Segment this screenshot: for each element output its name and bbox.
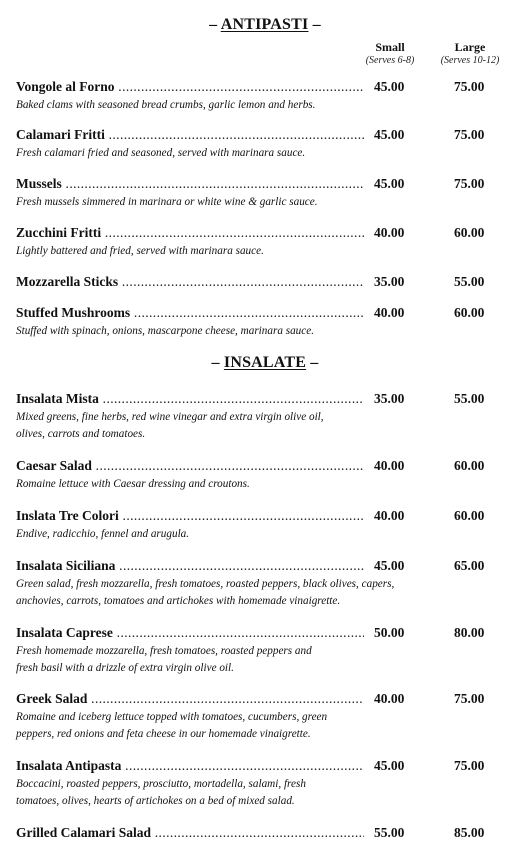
small-column-label: Small [375,40,405,54]
item-name: Grilled Calamari Salad ..... [16,824,364,842]
item-price-large: 75.00 [454,691,485,706]
item-price-large: 55.00 [454,391,485,406]
menu-item [16,175,506,211]
item-description: Boccacini, roasted peppers, prosciutto, mortadella, salami, fresh tomatoes, olives, hearts of artichokes on a bed of mixed salad. [16,778,306,807]
item-price-small: 45.00 [374,176,405,191]
item-price-large: 60.00 [454,225,485,240]
item-price-small: 40.00 [374,458,405,473]
menu-item [16,78,506,114]
insalate-heading-text: INSALATE [223,354,307,371]
item-price-large: 75.00 [454,79,485,94]
menu-item [16,390,506,442]
item-name: Zucchini Fritti ..... [16,224,364,242]
item-name: Calamari Fritti ..... [16,126,364,144]
menu-item [16,507,506,543]
item-name: Caesar Salad ..... [16,457,364,475]
item-name: Insalata Caprese ..... [16,624,364,642]
menu-item [16,557,506,609]
item-name: Vongole al Forno ..... [16,78,364,96]
menu-item [16,304,506,340]
item-price-small: 50.00 [374,625,405,640]
item-price-large: 75.00 [454,176,485,191]
antipasti-heading-prefix: – [209,16,221,33]
large-column-header [430,41,510,67]
item-price-large: 85.00 [454,825,485,840]
item-price-large: 80.00 [454,625,485,640]
large-column-serves: (Serves 10-12) [440,55,500,66]
item-price-small: 35.00 [374,391,405,406]
item-description: Fresh calamari fried and seasoned, served with marinara sauce. [16,147,306,159]
antipasti-heading [0,16,510,34]
small-column-serves: (Serves 6-8) [365,55,415,66]
item-price-small: 40.00 [374,225,405,240]
item-price-small: 45.00 [374,758,405,773]
item-price-small: 55.00 [374,825,405,840]
item-price-large: 75.00 [454,127,485,142]
item-price-large: 60.00 [454,458,485,473]
item-description: Fresh homemade mozzarella, fresh tomatoes, roasted peppers and fresh basil with a drizzle of extra virgin olive oil. [16,645,312,674]
item-description: Mixed greens, fine herbs, red wine vinegar and extra virgin olive oil, olives, carrots and tomatoes. [16,411,324,440]
item-name: Stuffed Mushrooms ..... [16,304,364,322]
menu-item [16,457,506,493]
item-name: Insalata Siciliana ..... [16,557,364,575]
menu-item [16,824,506,842]
menu-item [16,757,506,809]
item-price-large: 55.00 [454,274,485,289]
item-price-small: 45.00 [374,127,405,142]
item-name: Mussels ..... [16,175,364,193]
item-description: Romaine and iceberg lettuce topped with tomatoes, cucumbers, green peppers, red onions and feta cheese in our homemade vinaigrette. [16,711,328,740]
insalate-heading [0,354,510,372]
item-name: Insalata Antipasta ..... [16,757,364,775]
item-name: Insalata Mista ..... [16,390,364,408]
item-price-small: 40.00 [374,508,405,523]
item-price-small: 35.00 [374,274,405,289]
item-description: Fresh mussels simmered in marinara or white wine & garlic sauce. [16,196,318,208]
item-price-small: 45.00 [374,79,405,94]
item-description: Stuffed with spinach, onions, mascarpone cheese, marinara sauce. [16,325,314,337]
item-price-large: 60.00 [454,508,485,523]
item-price-small: 40.00 [374,691,405,706]
item-description: Baked clams with seasoned bread crumbs, garlic lemon and herbs. [16,99,316,111]
item-price-small: 45.00 [374,558,405,573]
item-name: Mozzarella Sticks ..... [16,273,364,291]
antipasti-heading-text: ANTIPASTI [220,16,309,33]
menu-item [16,624,506,676]
insalate-heading-prefix: – [211,354,224,371]
item-name: Inslata Tre Colori ..... [16,507,364,525]
menu-item [16,273,506,291]
item-price-large: 75.00 [454,758,485,773]
item-price-small: 40.00 [374,305,405,320]
item-name: Greek Salad ..... [16,690,364,708]
item-description: Green salad, fresh mozzarella, fresh tomatoes, roasted peppers, black olives, capers, anchovies, carrots, tomatoes and artichokes with homemade vinaigrette. [16,578,395,607]
antipasti-heading-suffix: – [308,16,321,33]
item-description: Endive, radicchio, fennel and arugula. [16,528,190,540]
menu-item [16,224,506,260]
item-description: Lightly battered and fried, served with marinara sauce. [16,245,264,257]
menu-item [16,126,506,162]
item-price-large: 60.00 [454,305,485,320]
insalate-heading-suffix: – [306,354,319,371]
small-column-header [356,41,424,67]
menu-item [16,690,506,742]
item-price-large: 65.00 [454,558,485,573]
item-description: Romaine lettuce with Caesar dressing and croutons. [16,478,250,490]
large-column-label: Large [454,40,486,54]
